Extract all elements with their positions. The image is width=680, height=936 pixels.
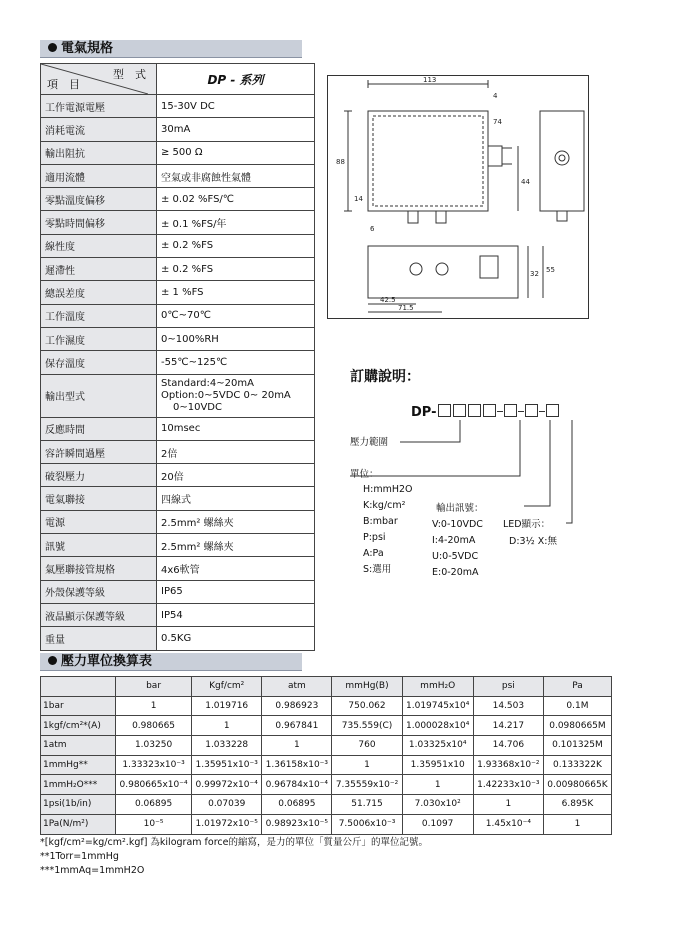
- spec-key: 遲滯性: [41, 258, 157, 281]
- spec-row: [41, 464, 315, 487]
- spec-value: IP65: [157, 580, 315, 603]
- conv-section-title: 壓力單位換算表: [61, 654, 153, 669]
- dim-4: 4: [493, 92, 498, 100]
- spec-value: 四線式: [157, 487, 315, 510]
- code-box: [438, 404, 451, 417]
- unit-title: 單位：: [350, 469, 379, 480]
- spec-row: [41, 164, 315, 187]
- conv-header: Kgf/cm²: [192, 677, 262, 697]
- conv-cell: 7.030x10²: [402, 795, 473, 815]
- conv-row-head: 1atm: [41, 736, 116, 756]
- conv-cell: 760: [332, 736, 402, 756]
- conv-header: atm: [262, 677, 332, 697]
- spec-key: 輸出型式: [41, 374, 157, 417]
- conv-cell: 0.1097: [402, 814, 473, 834]
- spec-key: 零點時間偏移: [41, 211, 157, 234]
- conv-section-banner: [40, 653, 302, 671]
- spec-value: IP54: [157, 603, 315, 626]
- conv-cell: 0.0980665M: [543, 716, 611, 736]
- conv-cell: 0.1M: [543, 696, 611, 716]
- spec-header-series: DP - 系列: [157, 64, 315, 95]
- spec-value: ± 0.2 %FS: [157, 234, 315, 257]
- conv-row: [41, 795, 612, 815]
- spec-row: [41, 327, 315, 350]
- spec-header-item: 項 目: [47, 78, 80, 91]
- code-dash: [518, 411, 524, 412]
- dim-74: 74: [493, 118, 502, 126]
- conv-row-head: 1mmH₂O***: [41, 775, 116, 795]
- footnote: **1Torr=1mmHg: [40, 851, 119, 862]
- spec-key: 破裂壓力: [41, 464, 157, 487]
- conv-cell: 750.062: [332, 696, 402, 716]
- conv-header: Pa: [543, 677, 611, 697]
- conv-cell: 1: [543, 814, 611, 834]
- conv-cell: 1.033228: [192, 736, 262, 756]
- conv-cell: 735.559(C): [332, 716, 402, 736]
- unit-item: H:mmH2O: [363, 484, 413, 495]
- bottom-view-body: [368, 246, 518, 298]
- conv-cell: 0.96784x10⁻⁴: [262, 775, 332, 795]
- fitting-left: [408, 211, 418, 223]
- spec-key: 訊號: [41, 534, 157, 557]
- spec-value: 2.5mm² 螺絲夾: [157, 534, 315, 557]
- dim-55: 55: [546, 266, 555, 274]
- spec-row-output: [41, 374, 315, 417]
- conv-row-head: 1psi(1b/in): [41, 795, 116, 815]
- spec-value: -55℃~125℃: [157, 351, 315, 374]
- spec-value: 0~100%RH: [157, 327, 315, 350]
- conv-cell: 1.33323x10⁻³: [116, 755, 192, 775]
- spec-value: 4x6軟管: [157, 557, 315, 580]
- output-item: E:0-20mA: [432, 567, 479, 578]
- code-box: [546, 404, 559, 417]
- spec-row: [41, 534, 315, 557]
- output-item: V:0-10VDC: [432, 519, 483, 530]
- spec-row: [41, 211, 315, 234]
- conv-header-row: [41, 677, 612, 697]
- fitting-right: [436, 211, 446, 223]
- conv-row-head: 1kgf/cm²*(A): [41, 716, 116, 736]
- output-title: 輸出訊號：: [436, 503, 484, 514]
- unit-item: K:kg/cm²: [363, 500, 406, 511]
- output-item: I:4-20mA: [432, 535, 476, 546]
- spec-row: [41, 510, 315, 533]
- spec-value: ± 0.02 %FS/℃: [157, 188, 315, 211]
- conv-cell: 1: [332, 755, 402, 775]
- conv-row: [41, 775, 612, 795]
- dim-14: 14: [354, 195, 363, 203]
- spec-value: 10msec: [157, 417, 315, 440]
- spec-row: [41, 281, 315, 304]
- conv-cell: 1: [402, 775, 473, 795]
- conv-cell: 0.980665: [116, 716, 192, 736]
- cable-gland: [488, 146, 502, 166]
- conv-cell: 1: [262, 736, 332, 756]
- conv-cell: 1.019716: [192, 696, 262, 716]
- spec-key: 外殼保護等級: [41, 580, 157, 603]
- conv-cell: 1.35951x10: [402, 755, 473, 775]
- conv-cell: 0.133322K: [543, 755, 611, 775]
- conv-cell: 0.101325M: [543, 736, 611, 756]
- output-list: [432, 517, 483, 581]
- conv-cell: 6.895K: [543, 795, 611, 815]
- footnotes: [40, 836, 428, 878]
- ordering-title: 訂購說明：: [350, 369, 420, 385]
- conv-cell: 1: [116, 696, 192, 716]
- conv-cell: 0.980665x10⁻⁴: [116, 775, 192, 795]
- spec-key: 反應時間: [41, 417, 157, 440]
- spec-row: [41, 234, 315, 257]
- conv-header: psi: [473, 677, 543, 697]
- spec-value: 0.5KG: [157, 627, 315, 650]
- conv-row: [41, 696, 612, 716]
- conv-cell: 1.42233x10⁻³: [473, 775, 543, 795]
- conv-cell: 0.986923: [262, 696, 332, 716]
- conv-cell: 14.503: [473, 696, 543, 716]
- spec-row: [41, 580, 315, 603]
- conv-cell: 1.01972x10⁻⁵: [192, 814, 262, 834]
- spec-key: 保存溫度: [41, 351, 157, 374]
- spec-key: 氣壓聯接管規格: [41, 557, 157, 580]
- spec-row: [41, 487, 315, 510]
- spec-value: ± 0.2 %FS: [157, 258, 315, 281]
- spec-key: 電源: [41, 510, 157, 533]
- dimension-drawing-svg: [328, 76, 588, 318]
- led-options: D:3½ X:無: [509, 536, 557, 547]
- conv-row-head: 1bar: [41, 696, 116, 716]
- spec-row: [41, 557, 315, 580]
- spec-value: 空氣或非腐蝕性氣體: [157, 164, 315, 187]
- unit-list: [363, 482, 413, 578]
- spec-key: 工作電源電壓: [41, 95, 157, 118]
- spec-value: 2.5mm² 螺絲夾: [157, 510, 315, 533]
- spec-value: ± 1 %FS: [157, 281, 315, 304]
- dim-6: 6: [370, 225, 375, 233]
- spec-key: 工作濕度: [41, 327, 157, 350]
- conv-header: bar: [116, 677, 192, 697]
- spec-section-title: 電氣規格: [61, 41, 114, 56]
- side-view-port: [555, 151, 569, 165]
- spec-key: 適用流體: [41, 164, 157, 187]
- conv-cell: 0.99972x10⁻⁴: [192, 775, 262, 795]
- conv-cell: 1.93368x10⁻²: [473, 755, 543, 775]
- spec-key: 總誤差度: [41, 281, 157, 304]
- footnote: *[kgf/cm²=kg/cm².kgf] 為kilogram force的縮寫，是力的單位「質量公斤」的單位記號。: [40, 837, 428, 848]
- conv-cell: 0.06895: [262, 795, 332, 815]
- conv-cell: 1.000028x10⁴: [402, 716, 473, 736]
- unit-item: A:Pa: [363, 548, 384, 559]
- spec-row: [41, 351, 315, 374]
- dim-88: 88: [336, 158, 345, 166]
- code-box: [504, 404, 517, 417]
- front-view-body: [368, 111, 488, 211]
- spec-row: [41, 417, 315, 440]
- spec-key: 液晶顯示保護等級: [41, 603, 157, 626]
- dim-44: 44: [521, 178, 530, 186]
- spec-key: 零點溫度偏移: [41, 188, 157, 211]
- dimension-drawing: [327, 75, 589, 319]
- footnote: ***1mmAq=1mmH2O: [40, 865, 145, 876]
- unit-item: S:選用: [363, 564, 392, 575]
- spec-value: 30mA: [157, 118, 315, 141]
- conv-cell: 7.5006x10⁻³: [332, 814, 402, 834]
- conv-row: [41, 755, 612, 775]
- conv-row: [41, 716, 612, 736]
- conv-header: [41, 677, 116, 697]
- spec-header-type: 型 式: [113, 68, 146, 81]
- spec-row: [41, 258, 315, 281]
- model-prefix: DP-: [411, 405, 437, 420]
- conv-cell: 1: [473, 795, 543, 815]
- conv-cell: 1.35951x10⁻³: [192, 755, 262, 775]
- spec-key: 工作溫度: [41, 304, 157, 327]
- output-option: Option:0~5VDC 0~ 20mA: [161, 389, 291, 401]
- conv-cell: 0.07039: [192, 795, 262, 815]
- conv-cell: 1.03325x10⁴: [402, 736, 473, 756]
- led-title: LED顯示：: [503, 519, 551, 530]
- conv-row: [41, 736, 612, 756]
- spec-row: [41, 440, 315, 463]
- spec-row: [41, 603, 315, 626]
- dim-113: 113: [423, 76, 437, 84]
- bullet-icon: [48, 43, 57, 52]
- conv-cell: 1.019745x10⁴: [402, 696, 473, 716]
- spec-key: 輸出阻抗: [41, 141, 157, 164]
- conv-cell: 7.35559x10⁻²: [332, 775, 402, 795]
- spec-row: [41, 95, 315, 118]
- conv-cell: 1: [192, 716, 262, 736]
- spec-value: 15-30V DC: [157, 95, 315, 118]
- spec-row: [41, 304, 315, 327]
- spec-value: ≥ 500 Ω: [157, 141, 315, 164]
- bullet-icon: [48, 656, 57, 665]
- spec-value: 2倍: [157, 440, 315, 463]
- code-dash: [497, 411, 503, 412]
- spec-row: [41, 141, 315, 164]
- code-box: [468, 404, 481, 417]
- conv-cell: 1.45x10⁻⁴: [473, 814, 543, 834]
- spec-value: 0℃~70℃: [157, 304, 315, 327]
- spec-header-left: [41, 64, 157, 95]
- spec-section-banner: [40, 40, 302, 58]
- conv-row-head: 1mmHg**: [41, 755, 116, 775]
- conversion-table: [40, 676, 612, 835]
- code-dash: [539, 411, 545, 412]
- conv-cell: 1.03250: [116, 736, 192, 756]
- spec-key: 容許瞬間過壓: [41, 440, 157, 463]
- conv-header: mmHg(B): [332, 677, 402, 697]
- code-box: [453, 404, 466, 417]
- conv-cell: 51.715: [332, 795, 402, 815]
- conv-cell: 14.217: [473, 716, 543, 736]
- spec-key: 電氣聯接: [41, 487, 157, 510]
- spec-value-output: [157, 374, 315, 417]
- dim-32: 32: [530, 270, 539, 278]
- output-item: U:0-5VDC: [432, 551, 479, 562]
- conv-row-head: 1Pa(N/m²): [41, 814, 116, 834]
- conv-cell: 0.06895: [116, 795, 192, 815]
- conv-cell: 0.967841: [262, 716, 332, 736]
- spec-key: 重量: [41, 627, 157, 650]
- pressure-range-label: 壓力範圍: [350, 437, 389, 448]
- spec-key: 線性度: [41, 234, 157, 257]
- dim-71-5: 71.5: [398, 304, 414, 312]
- code-box: [525, 404, 538, 417]
- output-standard: Standard:4~20mA: [161, 377, 254, 389]
- front-view-inner: [373, 116, 483, 206]
- spec-row: [41, 188, 315, 211]
- unit-item: P:psi: [363, 532, 386, 543]
- conv-cell: 10⁻⁵: [116, 814, 192, 834]
- spec-value: ± 0.1 %FS/年: [157, 211, 315, 234]
- spec-row: [41, 627, 315, 650]
- code-box: [483, 404, 496, 417]
- spec-row: [41, 118, 315, 141]
- conv-row: [41, 814, 612, 834]
- conv-cell: 14.706: [473, 736, 543, 756]
- spec-key: 消耗電流: [41, 118, 157, 141]
- spec-value: 20倍: [157, 464, 315, 487]
- dim-42-5: 42.5: [380, 296, 396, 304]
- conv-cell: 0.00980665K: [543, 775, 611, 795]
- unit-item: B:mbar: [363, 516, 398, 527]
- spec-table: [40, 63, 315, 651]
- conv-cell: 0.98923x10⁻⁵: [262, 814, 332, 834]
- output-option-2: 0~10VDC: [173, 401, 222, 413]
- conv-cell: 1.36158x10⁻³: [262, 755, 332, 775]
- conv-header: mmH₂O: [402, 677, 473, 697]
